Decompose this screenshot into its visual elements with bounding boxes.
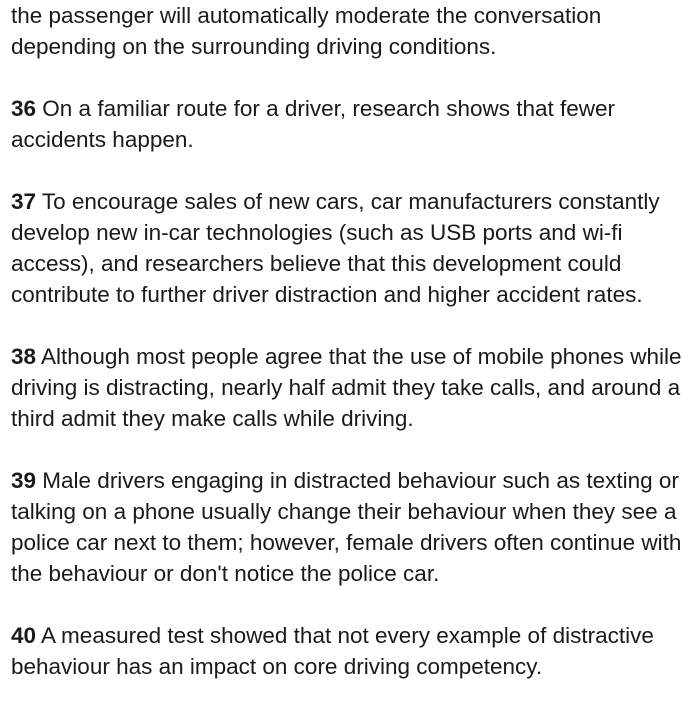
statement-39	[11, 465, 697, 589]
statement-40	[11, 620, 697, 682]
statement-text: A measured test showed that not every example of distractive behaviour has an impact on core driving competency.	[11, 623, 654, 679]
statement-text: Although most people agree that the use of mobile phones while driving is distracting, nearly half admit they take calls, and around a third admit they make calls while driving.	[11, 344, 682, 431]
statement-text: Male drivers engaging in distracted behaviour such as texting or talking on a phone usually change their behaviour when they see a police car next to them; however, female drivers often continue with the behaviour or don't notice the police car.	[11, 468, 682, 586]
statement-text: To encourage sales of new cars, car manufacturers constantly develop new in-car technologies (such as USB ports and wi-fi access), and researchers believe that this development could contribute to further driver distraction and higher accident rates.	[11, 189, 660, 307]
statement-text: On a familiar route for a driver, research shows that fewer accidents happen.	[11, 96, 616, 152]
intro-paragraph	[11, 0, 697, 62]
statement-38	[11, 341, 697, 434]
statement-36	[11, 93, 697, 155]
statement-number: 40	[11, 623, 37, 648]
intro-text: the passenger will automatically moderate the conversation depending on the surrounding driving conditions.	[11, 3, 602, 59]
statement-number: 38	[11, 344, 37, 369]
statement-number: 37	[11, 189, 37, 214]
statement-37	[11, 186, 697, 310]
statement-number: 39	[11, 468, 37, 493]
document-body	[11, 0, 697, 713]
statement-number: 36	[11, 96, 37, 121]
